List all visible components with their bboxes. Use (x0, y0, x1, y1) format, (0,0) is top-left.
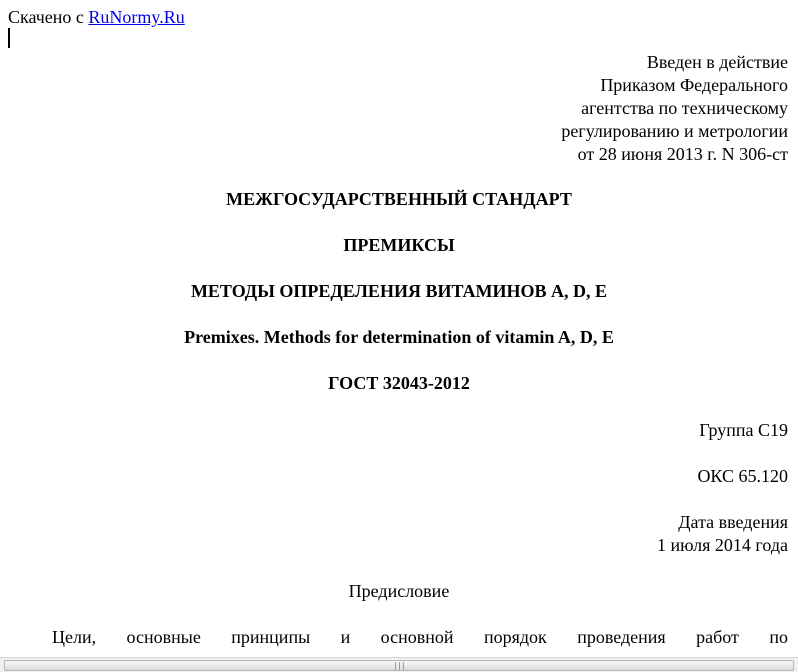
method-title: МЕТОДЫ ОПРЕДЕЛЕНИЯ ВИТАМИНОВ А, D, Е (190, 281, 608, 301)
foreword-heading: Предисловие (348, 581, 450, 601)
standard-code: ГОСТ 32043-2012 (328, 373, 470, 393)
source-prefix: Скачено с (8, 7, 84, 27)
approval-line-1: Введен в действие (646, 52, 788, 72)
grip-icon: ||| (393, 661, 405, 670)
standard-type-title: МЕЖГОСУДАРСТВЕННЫЙ СТАНДАРТ (226, 189, 572, 209)
foreword-paragraph: Цели, основные принципы и основной порядок проведения работ по (52, 627, 788, 647)
oks-label: ОКС 65.120 (697, 466, 788, 486)
horizontal-scrollbar[interactable] (0, 657, 798, 672)
text-caret (8, 28, 10, 48)
approval-line-3: агентства по техническому (581, 98, 788, 118)
group-label: Группа С19 (699, 420, 788, 440)
source-line (8, 6, 185, 28)
approval-line-2: Приказом Федерального (600, 75, 788, 95)
source-link[interactable]: RuNormy.Ru (88, 7, 185, 27)
intro-date-value: 1 июля 2014 года (657, 535, 788, 555)
english-title: Premixes. Methods for determination of vitamin A, D, E (184, 327, 614, 347)
approval-line-5: от 28 июня 2013 г. N 306-ст (577, 144, 788, 164)
scrollbar-thumb[interactable] (4, 660, 794, 671)
subject-title: ПРЕМИКСЫ (343, 235, 455, 255)
intro-date-label: Дата введения (678, 512, 788, 532)
approval-line-4: регулированию и метрологии (561, 121, 788, 141)
